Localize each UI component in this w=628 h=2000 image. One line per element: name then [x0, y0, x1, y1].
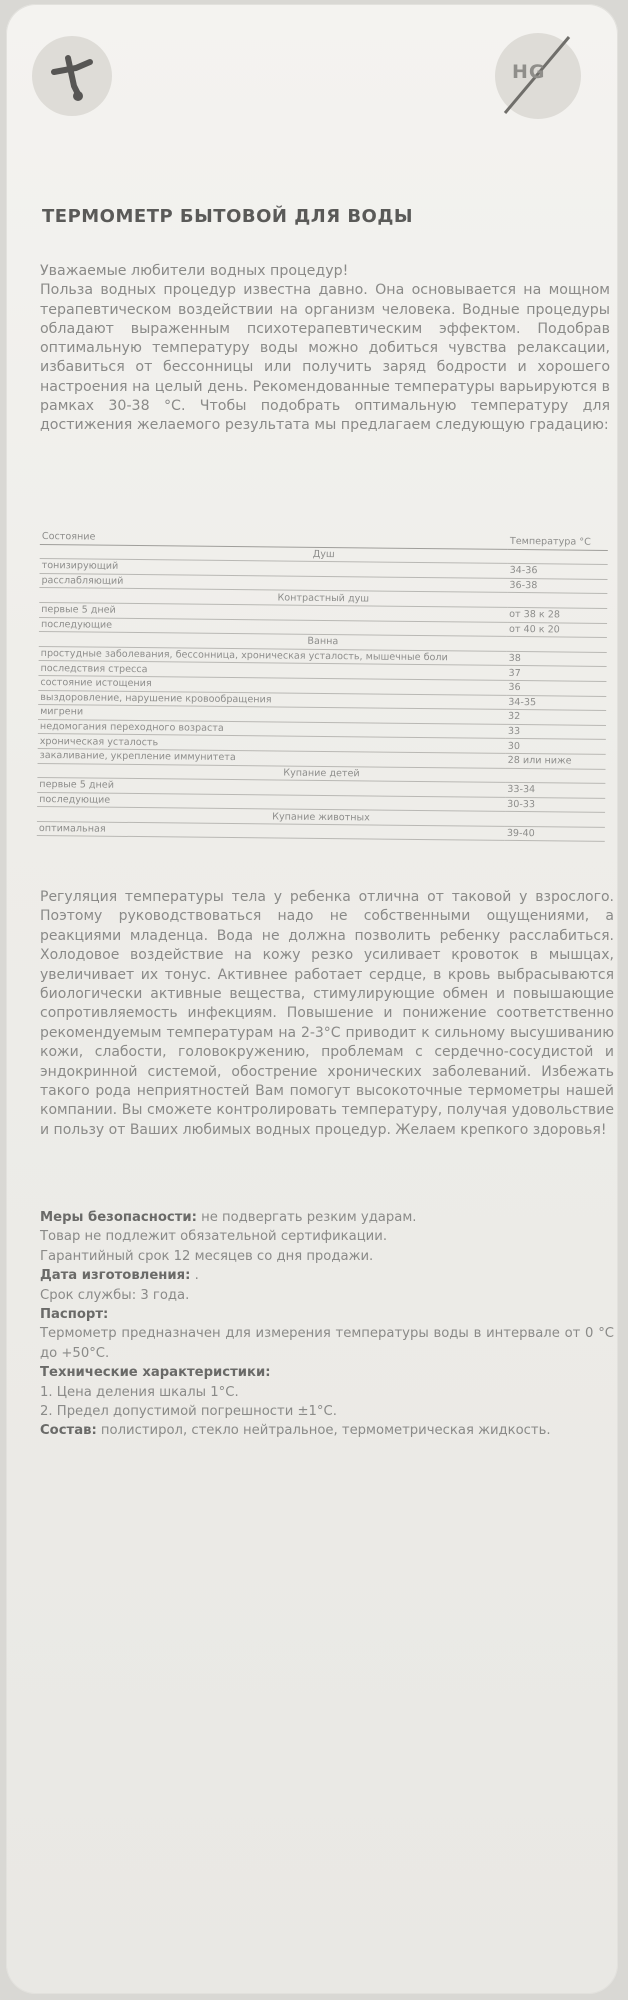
- section-label: Купание животных: [37, 807, 605, 828]
- row-temp: 38: [507, 651, 607, 667]
- spec-line: 1. Цена деления шкалы 1°С.: [40, 1384, 239, 1400]
- composition-text: полистирол, стекло нейтральное, термометрическая жидкость.: [96, 1423, 551, 1439]
- page-title: ТЕРМОМЕТР БЫТОВОЙ ДЛЯ ВОДЫ: [42, 206, 414, 227]
- row-state: мигрени: [38, 705, 506, 724]
- intro-block: [40, 262, 610, 436]
- row-state: выздоровление, нарушение кровообращения: [38, 690, 506, 709]
- hg-label: HG: [512, 61, 546, 83]
- row-state: тонизирующий: [40, 559, 508, 578]
- row-state: расслабляющий: [39, 573, 507, 592]
- row-state: недомогания переходного возраста: [38, 719, 506, 738]
- row-temp: 30-33: [505, 797, 605, 813]
- row-state: первые 5 дней: [37, 778, 505, 797]
- section-label: Купание детей: [37, 763, 605, 784]
- service-life-line: Срок службы: 3 года.: [40, 1287, 190, 1303]
- row-temp: 33-34: [505, 782, 605, 798]
- body-paragraph: Регуляция температуры тела у ребенка отлична от таковой у взрослого. Поэтому руководствоваться надо не собственными ощущениями, а реакциями младенца. Вода не должна позволить ребенку расслабиться. Холодовое воздействие на кожу резко усиливает кровоток в мышцах, увеличивает их тонус. Активнее работает сердце, в кровь выбрасываются биологически активные вещества, стимулирующие обмен и повышающие сопротивляемость инфекциям. Повышение и понижение соответственно рекомендуемым температурам на 2-3°С приводит к сильному высушиванию кожи, слабости, головокружению, проблемам с сердечно-сосудистой и эндокринной системой, обострение хронических заболеваний. Избежать такого рода неприятностей Вам помогут высокоточные термометры нашей компании. Вы сможете контролировать температуру, получая удовольствие и пользу от Ваших любимых водных процедур. Желаем крепкого здоровья!: [40, 889, 614, 1138]
- row-temp: 36-38: [507, 578, 607, 594]
- row-state: последующие: [39, 617, 507, 636]
- spec-line: 2. Предел допустимой погрешности ±1°С.: [40, 1404, 337, 1420]
- row-state: первые 5 дней: [39, 602, 507, 621]
- manufactured-label: Дата изготовления:: [40, 1268, 191, 1284]
- header-temp: Температура °С: [508, 535, 608, 550]
- row-state: состояние истощения: [38, 675, 506, 694]
- row-state: хроническая усталость: [38, 734, 506, 753]
- thermometer-brand-icon: [32, 36, 112, 116]
- row-state: последствия стресса: [38, 661, 506, 680]
- passport-label: Паспорт:: [40, 1307, 109, 1323]
- intro-text: Польза водных процедур известна давно. Она основывается на мощном терапевтическом воздействии на организм человека. Водные процедуры обладают выраженным психотерапевтическим эффектом. Подобрав оптимальную температуру воды можно добиться чувства релаксации, избавиться от бессонницы или получить заряд бодрости и хорошего настроения на целый день. Рекомендованные температуры варьируются в рамках 30-38 °С. Чтобы подобрать оптимальную температуру для достижения желаемого результата мы предлагаем следующую градацию:: [40, 282, 610, 434]
- row-temp: 39-40: [505, 826, 605, 842]
- header-state: Состояние: [40, 530, 508, 549]
- section-label: Контрастный душ: [39, 588, 607, 609]
- safety-line: [40, 1208, 614, 1227]
- row-state: простудные заболевания, бессонница, хроническая усталость, мышечные боли: [39, 646, 507, 665]
- cert-line: Товар не подлежит обязательной сертификации.: [40, 1229, 388, 1245]
- row-temp: от 40 к 20: [507, 622, 607, 638]
- specs-label: Технические характеристики:: [40, 1365, 271, 1381]
- intro-greeting: Уважаемые любители водных процедур!: [40, 263, 349, 279]
- specs-heading: [40, 1363, 614, 1382]
- passport-heading: [40, 1305, 614, 1324]
- row-temp: 37: [506, 666, 606, 682]
- section-label: Душ: [40, 544, 608, 565]
- row-temp: 32: [506, 710, 606, 726]
- row-temp: 33: [506, 724, 606, 740]
- safety-label: Меры безопасности:: [40, 1210, 197, 1225]
- manufactured-value: .: [190, 1268, 199, 1284]
- passport-text: Термометр предназначен для измерения температуры воды в интервале от 0 °С до +50°С.: [40, 1326, 614, 1361]
- row-temp: 28 или ниже: [506, 753, 606, 769]
- row-temp: 34-35: [506, 695, 606, 711]
- row-temp: от 38 к 28: [507, 607, 607, 623]
- row-state: последующие: [37, 792, 505, 811]
- row-temp: 30: [506, 739, 606, 755]
- safety-text: не подвергать резким ударам.: [196, 1210, 417, 1225]
- info-block: [40, 1208, 614, 1441]
- warranty-line: Гарантийный срок 12 месяцев со дня продажи.: [40, 1248, 374, 1264]
- temperature-table: [37, 530, 608, 842]
- composition-label: Состав:: [40, 1423, 97, 1439]
- manufactured-line: [40, 1266, 614, 1285]
- brand-logo: [32, 36, 112, 116]
- section-label: Ванна: [39, 632, 607, 653]
- row-state: оптимальная: [37, 821, 505, 840]
- row-state: закаливание, укрепление иммунитета: [38, 748, 506, 767]
- row-temp: 36: [506, 680, 606, 696]
- composition-line: [40, 1421, 614, 1440]
- row-temp: 34-36: [508, 564, 608, 580]
- body-text-block: [40, 888, 614, 1140]
